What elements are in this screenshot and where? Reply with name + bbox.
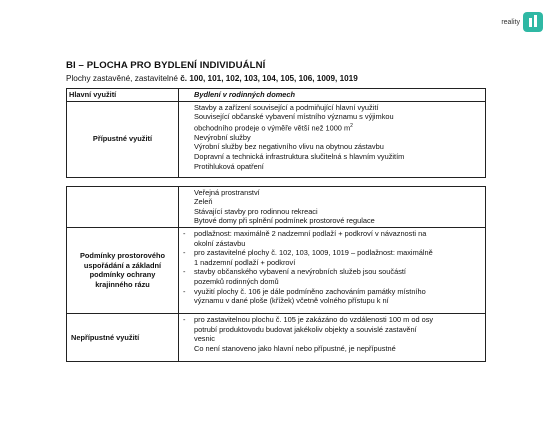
conditions-row [67,227,486,313]
brand-mark-icon [523,12,543,32]
extra-allowed-row [67,186,486,227]
conditions-label: Podmínky prostorového uspořádání a základní podmínky ochrany krajinného rázu [79,251,165,290]
list-item: - využití plochy č. 106 je dále podmíněno zachováním památky místního významu v dané ploše (křížek) včetně volného přístupu k ní [183,287,481,306]
list-item: - pro zastavitelné plochy č. 102, 103, 1009, 1019 – podlažnost: maximálně 1 nadzemní podlaží + podkroví [183,248,481,267]
list-item: Dopravní a technická infrastruktura slučitelná s hlavním využitím [194,152,405,162]
list-item: - stavby občanského vybavení a nevýrobních služeb jsou součástí pozemků rodinných domů [183,267,481,286]
header-main-usage: Hlavní využití [67,89,179,102]
allowed-usage-label: Přípustné využití [92,134,153,144]
list-item: Protihluková opatření [194,161,264,171]
table-header-row [67,89,486,102]
list-item: - podlažnost: maximálně 2 nadzemní podlaží + podkroví v návaznosti na okolní zástavbu [183,229,481,248]
allowed-usage-row [67,101,486,177]
list-item: Související občanské vybavení místního významu s výjimkou [194,112,394,122]
forbidden-usage-content [179,313,486,361]
header-main-usage-value: Bydlení v rodinných domech [179,89,486,102]
list-item: Co není stanoveno jako hlavní nebo přípustné, je nepřípustné [194,343,396,353]
extra-allowed-label-cell [67,186,179,227]
list-item: Veřejná prostranství [194,187,260,197]
subtitle-prefix: Plochy zastavěné, zastavitelné [66,74,181,83]
conditions-content [179,227,486,313]
brand-logo [501,12,543,32]
list-item: - pro zastavitelnou plochu č. 105 je zakázáno do vzdálenosti 100 m od osy potrubí produktovodu budovat jakékoliv objekty a souvislé zastavění vesnic [183,315,481,344]
allowed-usage-content [179,101,486,177]
forbidden-usage-row [67,313,486,361]
list-item: Stavby a zařízení související a podmiňující hlavní využití [194,102,379,112]
usage-table-conditions [66,186,486,362]
list-item: Bytové domy při splnění podmínek prostorové regulace [194,216,375,226]
document-title: BI – PLOCHA PRO BYDLENÍ INDIVIDUÁLNÍ [66,60,266,71]
brand-logo-text: reality [501,18,520,26]
list-item: Zeleň [194,197,213,207]
document-body [66,60,486,362]
usage-table-main [66,88,486,178]
document-subtitle [66,74,486,83]
area-unit-superscript: 2 [350,122,353,129]
extra-allowed-content [179,186,486,227]
subtitle-codes: č. 100, 101, 102, 103, 104, 105, 106, 1009, 1019 [180,74,358,83]
list-item: Stávající stavby pro rodinnou rekreaci [194,206,318,216]
forbidden-usage-label: Nepřípustné využití [71,332,140,342]
list-item: obchodního prodeje o výměře větší než 1000 $m^2$ [194,122,353,133]
list-item: Výrobní služby bez negativního vlivu na obytnou zástavbu [194,142,384,152]
list-item: Nevýrobní služby [194,132,251,142]
